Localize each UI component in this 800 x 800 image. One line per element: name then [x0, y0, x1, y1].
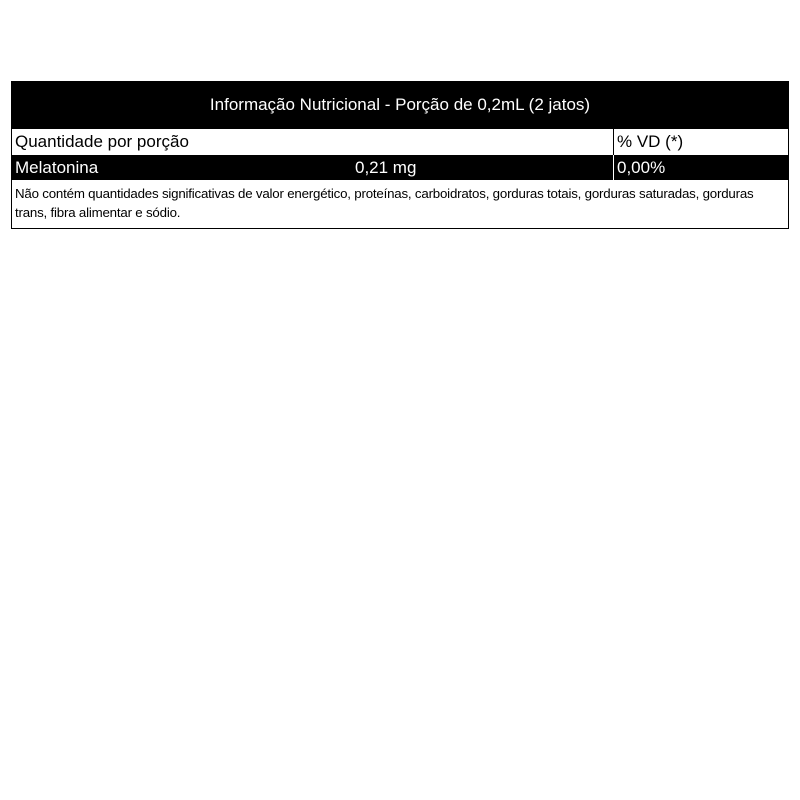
table-footnote: Não contém quantidades significativas de valor energético, proteínas, carboidratos, gorduras totais, gorduras saturadas, gorduras trans, fibra alimentar e sódio.: [15, 186, 754, 220]
column-divider: [613, 155, 614, 180]
daily-value-header: % VD (*): [617, 132, 684, 151]
table-title: Informação Nutricional - Porção de 0,2mL (2 jatos): [12, 82, 788, 128]
nutrient-name: Melatonina: [15, 158, 99, 177]
nutrient-daily-value: 0,00%: [617, 158, 666, 177]
column-divider: [613, 129, 614, 155]
table-row: [12, 155, 788, 180]
nutrient-amount: 0,21 mg: [355, 158, 417, 177]
nutrition-facts-table: [11, 81, 789, 229]
table-header-row: [12, 128, 788, 155]
quantity-per-serving-header: Quantidade por porção: [15, 132, 189, 151]
